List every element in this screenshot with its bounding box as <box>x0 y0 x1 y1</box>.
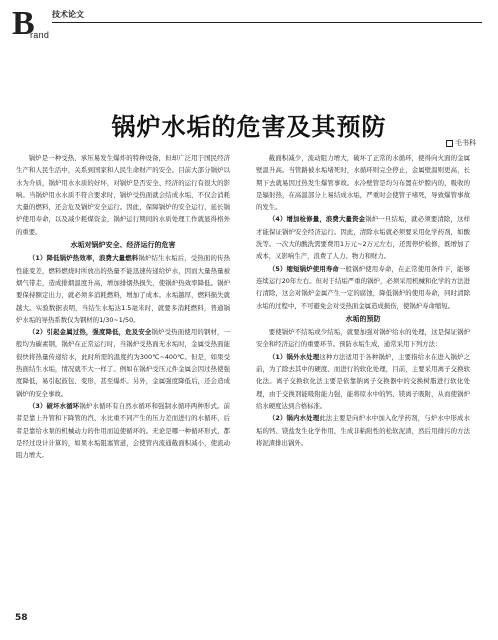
paragraph-text: 锅炉一旦结垢，就必须要清除，这样才能保证锅炉安全经济运行。因此，清除水垢就必须要采用化学药剂，如酸洗等。一次大的酸洗需要费用1万元~2万元左右，还需停炉检修，既增加了成本，又影响生产，浪费了人力、物力和财力。 <box>256 215 470 261</box>
paragraph-text: 此法主要是向炉水中加入化学药剂，与炉水中形成水垢的钙、镁盐发生化学作用，生成非粘附性的松软泥渣，然后用排污的方法将泥渣排出锅外。 <box>256 414 471 447</box>
paragraph <box>256 213 470 262</box>
subheading: （2）引起金属过热，强度降低，危及安全 <box>28 328 152 337</box>
paragraph-text: 锅炉水循环有自然水循环和强制水循环两种形式。前者是靠上升管和下降管的汽、水比重不同产生的压力差而进行的水循环，后者是靠给水泵的机械动力的作用而迫使循环的。无论是哪一种循环形式，都是经过设计计算的，如果水垢阻塞管道，会使管内流通截面积减小，使流动阻力增大。 <box>16 401 231 460</box>
section-heading: 水垢对锅炉安全、经济运行的危害 <box>70 241 176 250</box>
section-heading: 水垢的预防 <box>345 314 381 323</box>
left-column <box>16 152 230 461</box>
author-line <box>446 138 476 148</box>
subheading: （5）缩短锅炉使用寿命 <box>268 264 339 273</box>
brand-wordmark: rand <box>30 30 50 40</box>
subheading: （1）降低锅炉热效率，浪费大量燃料 <box>28 254 139 263</box>
paragraph <box>16 400 230 461</box>
paragraph-text: 锅炉结生水垢后，受热面的传热性能变差，燃料燃烧时所放出的热量不能迅速传递给炉水，因而大量热量被烟气带走，造成排烟温度升高，增加排烟热损失，使锅炉热效率降低。锅炉要保持额定出力，就必须多消耗燃料，增加了成本。水垢越厚，燃料损失就越大。实验数据表明，当结生水垢达1.5毫米时，就要多消耗燃料，普通锅炉水垢的导热系数仅为钢材的1/30~1/50。 <box>16 254 230 324</box>
paragraph-text: 锅炉受热面使用的钢材，一般均为碳素钢，锅炉在正常运行时，当锅炉受热面无水垢时，金属受热面能很快将热量传递给水，此时所需的温度约为300℃~400℃。但是，如果受热面结生水垢，情况就不大一样了。例如在锅炉受压元件金属会因过热使强度降低，易引起鼓包、变形，甚至爆炸。另外，金属强度降低后，还会造成锅炉的安全事故。 <box>16 328 231 398</box>
paragraph: 锅炉是一种受热、承压易发生爆炸的特种设备，但却广泛用于国民经济生产和人民生活中，关系到国家和人民生命财产的安全。目前大部分锅炉以水为介质，锅炉用水水质的好坏，对锅炉是否安全、经济的运行有很大的影响。当锅炉用水水质不符合要求时，锅炉受热面就会结成水垢，不仅会消耗大量的燃料，还会危及锅炉安全运行。因此，保障锅炉的安全运行，延长锅炉使用寿命，以及减少耗煤资金，锅炉运行期间的水质处理工作就显得格外的重要。 <box>16 154 230 236</box>
subheading: （2）锅内水处理 <box>268 414 320 423</box>
paragraph <box>16 252 230 326</box>
paragraph <box>256 263 470 312</box>
paragraph: 截面积减少，流动阻力增大，破坏了正常的水循环，使得向火面的金属壁温升高。当管路被水垢堵死时，水循环则完全停止，金属壁温则更高，长期下去就易因过热发生爆管事故。水冷壁管是均匀布置在炉膛内的，吸收的是辐射热，在高温部分上易结成水垢，严重时会使管子堵死，导致爆管事故的发生。 <box>256 154 470 212</box>
subheading: （4）增加检修量，浪费大量资金 <box>268 215 366 224</box>
article-title: 锅炉水垢的危害及其预防 <box>111 113 387 142</box>
header-divider <box>52 22 482 23</box>
author-marker-icon <box>446 140 453 147</box>
paragraph <box>16 326 230 400</box>
subheading: （1）锅外水处理 <box>268 352 320 361</box>
subheading: （3）破坏水循环 <box>28 401 80 410</box>
page-number: 58 <box>15 613 28 623</box>
paragraph <box>256 351 470 412</box>
paragraph <box>256 412 470 449</box>
author-name: 毛书科 <box>455 139 476 147</box>
brand-letter: B <box>12 5 35 42</box>
paragraph-text: 一般锅炉使用寿命，在正常使用条件下，能够连续运行20年左右。但对于结垢严重的锅炉，必须采用机械和化学的方法进行清除，这会对锅炉金属产生一定的腐蚀，降低锅炉的使用寿命，同时清除水垢的过程中，不可避免会对受热面金属造成损伤，使锅炉寿命缩短。 <box>256 264 470 310</box>
right-column <box>256 152 470 449</box>
paragraph: 要使锅炉不结垢或少结垢，就要加强对锅炉给水的处理，这是保证锅炉安全和经济运行的重要环节。预防水垢生成，通常采用下列方法： <box>256 328 470 349</box>
paragraph-text: 这种方法适用于各种锅炉，主要指给水在进入锅炉之前，为了除去其中的硬度、而进行的软化处理，目前，主要采用离子交换软化法。离子交换软化法主要是依靠钠离子交换器中的交换树脂进行软化处理，由于交换剂能吸附能力强，能将原水中的钙、镁离子吸附，从而使锅炉给水硬度达到合格标准。 <box>256 352 471 410</box>
section-label: 技术论文 <box>52 10 84 19</box>
